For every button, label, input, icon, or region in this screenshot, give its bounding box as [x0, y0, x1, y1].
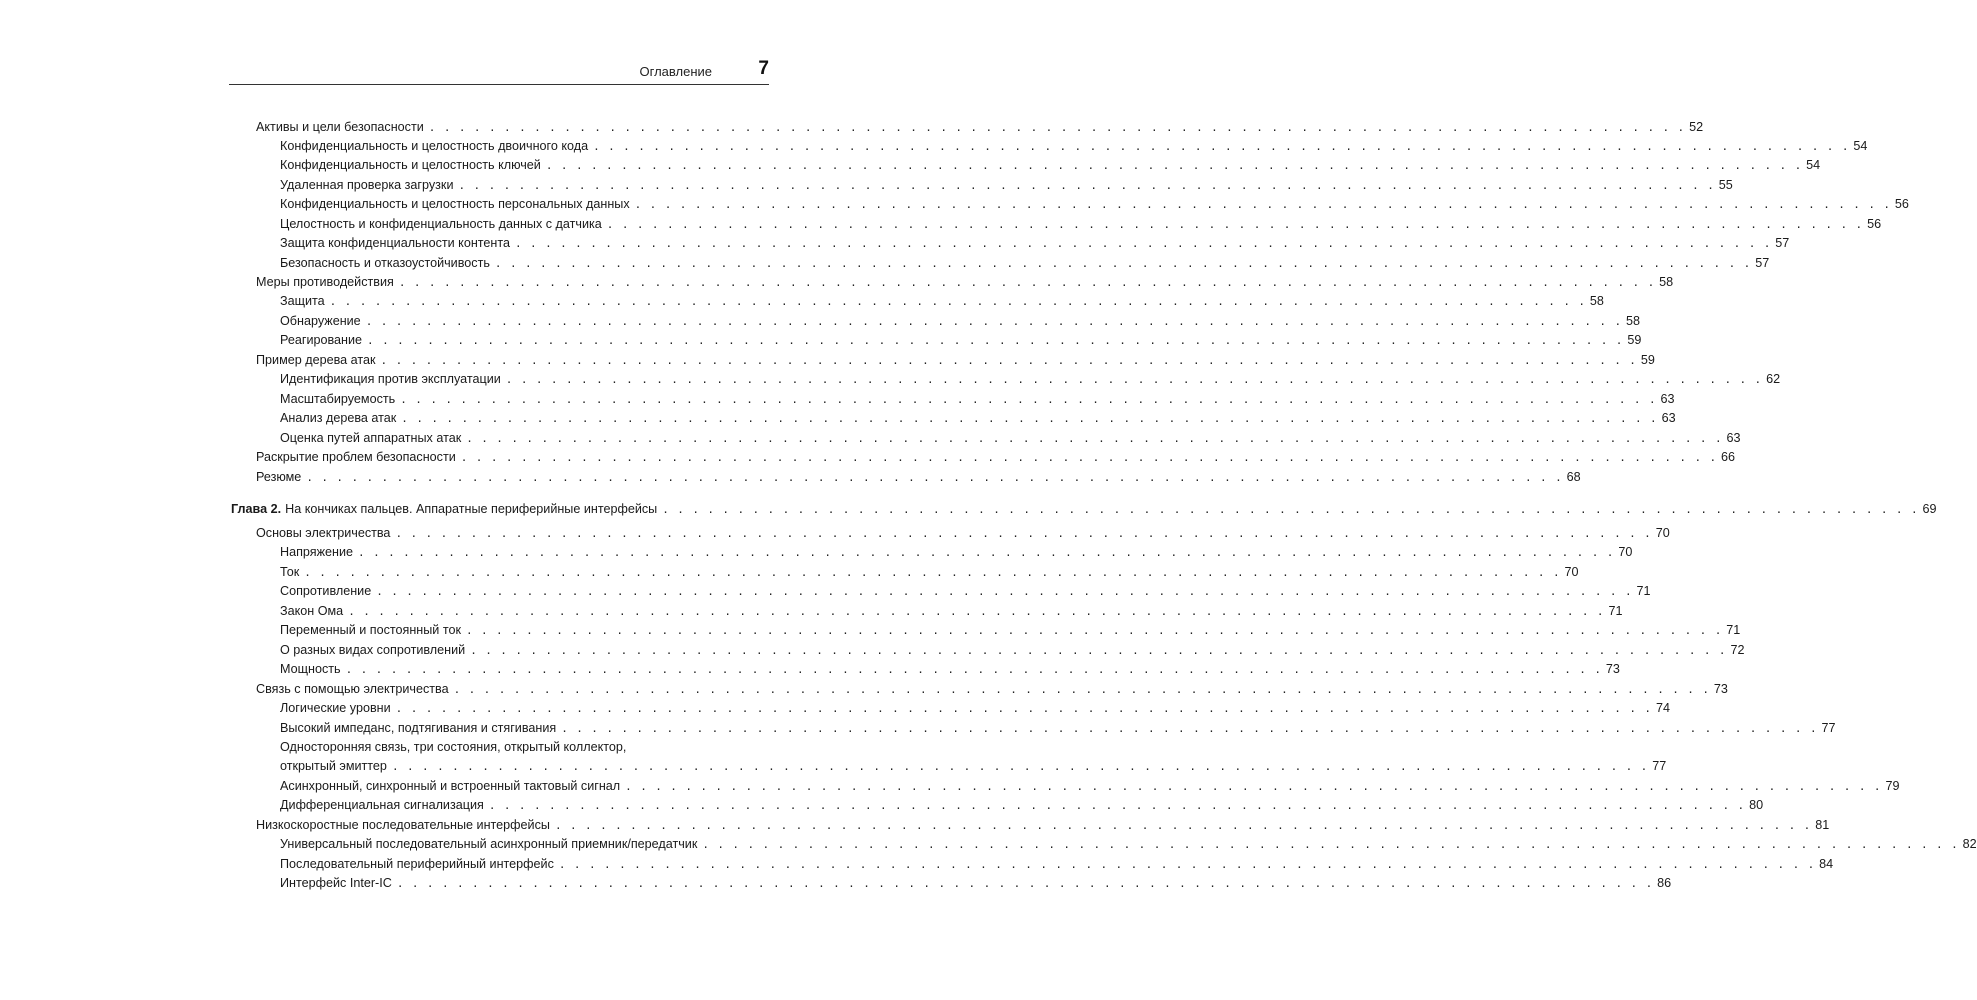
dot-leader: . . . . . . . . . . . . . . . . . . . . . . . . . . . . . . . . . . . . . . . . . . . . . . . . . . . . . . . . . . . . . . . . . . . . . . . . . . . . . . . . . . . . [428, 121, 1686, 134]
toc-entry-label: Обнаружение [280, 314, 361, 328]
dot-leader: . . . . . . . . . . . . . . . . . . . . . . . . . . . . . . . . . . . . . . . . . . . . . . . . . . . . . . . . . . . . . . . . . . . . . . . . . . . . . . . . . . . . [494, 257, 1752, 270]
toc-entry[interactable] [280, 641, 1745, 660]
dot-leader: . . . . . . . . . . . . . . . . . . . . . . . . . . . . . . . . . . . . . . . . . . . . . . . . . . . . . . . . . . . . . . . . . . . . . . . . . . . . . . . . . . . . [606, 218, 1864, 231]
toc-entry-page: 66 [1721, 450, 1736, 464]
toc-entry-page: 63 [1660, 392, 1675, 406]
header-page-number: 7 [758, 58, 769, 79]
toc-entry-label: Высокий импеданс, подтягивания и стягивания [280, 721, 557, 735]
toc-entry-page: 72 [1730, 643, 1745, 657]
toc-entry[interactable] [280, 370, 1781, 389]
toc-entry-page: 82 [1962, 837, 1977, 851]
dot-leader: . . . . . . . . . . . . . . . . . . . . . . . . . . . . . . . . . . . . . . . . . . . . . . . . . . . . . . . . . . . . . . . . . . . . . . . . . . . . . . . . . . . . [398, 276, 1656, 289]
dot-leader: . . . . . . . . . . . . . . . . . . . . . . . . . . . . . . . . . . . . . . . . . . . . . . . . . . . . . . . . . . . . . . . . . . . . . . . . . . . . . . . . . . . . [561, 722, 1818, 735]
dot-leader: . . . . . . . . . . . . . . . . . . . . . . . . . . . . . . . . . . . . . . . . . . . . . . . . . . . . . . . . . . . . . . . . . . . . . . . . . . . . . . . . . . . . [505, 373, 1763, 386]
dot-leader: . . . . . . . . . . . . . . . . . . . . . . . . . . . . . . . . . . . . . . . . . . . . . . . . . . . . . . . . . . . . . . . . . . . . . . . . . . . . . . . . . . . . [488, 799, 1746, 812]
toc-entry[interactable] [280, 582, 1651, 601]
toc-entry-page: 69 [1922, 502, 1937, 516]
toc-entry[interactable] [280, 215, 1882, 234]
toc-entry-label: Дифференциальная сигнализация [280, 798, 484, 812]
toc-entry-page: 71 [1636, 584, 1651, 598]
toc-entry-label: Безопасность и отказоустойчивость [280, 256, 490, 270]
toc-entry[interactable] [280, 195, 1909, 214]
toc-entry-page: 59 [1640, 353, 1655, 367]
toc-entry-label: Асинхронный, синхронный и встроенный тактовый сигнал [280, 779, 621, 793]
toc-entry-page: 73 [1713, 682, 1728, 696]
dot-leader: . . . . . . . . . . . . . . . . . . . . . . . . . . . . . . . . . . . . . . . . . . . . . . . . . . . . . . . . . . . . . . . . . . . . . . . . . . . . . . . . . . . . [634, 198, 1891, 211]
toc-entry-label: Реагирование [280, 333, 363, 347]
toc-entry-page: 58 [1625, 314, 1640, 328]
toc-entry[interactable] [280, 312, 1640, 331]
toc-entry-label: Универсальный последовательный асинхронный приемник/передатчик [280, 837, 698, 851]
toc-entry-page: 57 [1755, 256, 1770, 270]
dot-leader: . . . . . . . . . . . . . . . . . . . . . . . . . . . . . . . . . . . . . . . . . . . . . . . . . . . . . . . . . . . . . . . . . . . . . . . . . . . . . . . . . . . . [466, 432, 1723, 445]
toc-entry[interactable] [256, 118, 1704, 137]
toc-entry-page: 56 [1894, 197, 1909, 211]
toc-entry[interactable] [280, 429, 1741, 448]
toc-entry-label: Интерфейс Inter-IC [280, 876, 392, 890]
toc-entry-label: Меры противодействия [256, 275, 394, 289]
toc-entry-label: Идентификация против эксплуатации [280, 372, 501, 386]
dot-leader: . . . . . . . . . . . . . . . . . . . . . . . . . . . . . . . . . . . . . . . . . . . . . . . . . . . . . . . . . . . . . . . . . . . . . . . . . . . . . . . . . . . . [470, 644, 1727, 657]
toc-entry-page: 59 [1627, 333, 1642, 347]
toc-entry[interactable] [256, 448, 1736, 467]
toc-entry-label: На кончиках пальцев. Аппаратные периферийные интерфейсы [285, 502, 658, 516]
dot-leader: . . . . . . . . . . . . . . . . . . . . . . . . . . . . . . . . . . . . . . . . . . . . . . . . . . . . . . . . . . . . . . . . . . . . . . . . . . . . . . . . . . . . [460, 451, 1718, 464]
chapter-prefix: Глава 2. [231, 502, 282, 516]
toc-entry[interactable] [280, 292, 1604, 311]
toc-entry[interactable] [280, 390, 1675, 409]
dot-leader: . . . . . . . . . . . . . . . . . . . . . . . . . . . . . . . . . . . . . . . . . . . . . . . . . . . . . . . . . . . . . . . . . . . . . . . . . . . . . . . . . . . . [515, 237, 1772, 250]
toc-entry-label: Активы и цели безопасности [256, 120, 424, 134]
toc-entry-page: 54 [1853, 139, 1868, 153]
toc-entry-page: 58 [1589, 294, 1604, 308]
toc-entry-page: 58 [1659, 275, 1674, 289]
dot-leader: . . . . . . . . . . . . . . . . . . . . . . . . . . . . . . . . . . . . . . . . . . . . . . . . . . . . . . . . . . . . . . . . . . . . . . . . . . . . . . . . . . . . [367, 334, 1624, 347]
toc-entry[interactable] [280, 777, 1900, 796]
dot-leader: . . . . . . . . . . . . . . . . . . . . . . . . . . . . . . . . . . . . . . . . . . . . . . . . . . . . . . . . . . . . . . . . . . . . . . . . . . . . . . . . . . . . [380, 354, 1637, 367]
toc-entry-page: 73 [1605, 662, 1620, 676]
toc-entry-page: 80 [1749, 798, 1764, 812]
toc-entry[interactable] [280, 835, 1977, 854]
dot-leader: . . . . . . . . . . . . . . . . . . . . . . . . . . . . . . . . . . . . . . . . . . . . . . . . . . . . . . . . . . . . . . . . . . . . . . . . . . . . . . . . . . . . [358, 546, 1615, 559]
dot-leader: . . . . . . . . . . . . . . . . . . . . . . . . . . . . . . . . . . . . . . . . . . . . . . . . . . . . . . . . . . . . . . . . . . . . . . . . . . . . . . . . . . . . [376, 585, 1633, 598]
toc-entry[interactable] [280, 719, 1836, 738]
dot-leader: . . . . . . . . . . . . . . . . . . . . . . . . . . . . . . . . . . . . . . . . . . . . . . . . . . . . . . . . . . . . . . . . . . . . . . . . . . . . . . . . . . . . [702, 838, 1959, 851]
toc-entry-label: Анализ дерева атак [280, 411, 397, 425]
toc-entry[interactable] [280, 409, 1676, 428]
toc-entry[interactable] [280, 602, 1623, 621]
dot-leader: . . . . . . . . . . . . . . . . . . . . . . . . . . . . . . . . . . . . . . . . . . . . . . . . . . . . . . . . . . . . . . . . . . . . . . . . . . . . . . . . . . . . [453, 683, 1710, 696]
toc-entry-label: Оценка путей аппаратных атак [280, 431, 462, 445]
dot-leader: . . . . . . . . . . . . . . . . . . . . . . . . . . . . . . . . . . . . . . . . . . . . . . . . . . . . . . . . . . . . . . . . . . . . . . . . . . . . . . . . . . . . [401, 412, 1658, 425]
toc-entry[interactable] [280, 543, 1633, 562]
toc-entry-page: 70 [1618, 545, 1633, 559]
dot-leader: . . . . . . . . . . . . . . . . . . . . . . . . . . . . . . . . . . . . . . . . . . . . . . . . . . . . . . . . . . . . . . . . . . . . . . . . . . . . . . . . . . . . [329, 295, 1586, 308]
toc-entry-page: 68 [1566, 470, 1581, 484]
toc-entry-label: Раскрытие проблем безопасности [256, 450, 456, 464]
toc-entry-label: Удаленная проверка загрузки [280, 178, 454, 192]
toc-entry-page: 77 [1821, 721, 1836, 735]
toc-entry[interactable] [256, 680, 1728, 699]
dot-leader: . . . . . . . . . . . . . . . . . . . . . . . . . . . . . . . . . . . . . . . . . . . . . . . . . . . . . . . . . . . . . . . . . . . . . . . . . . . . . . . . . . . . [304, 566, 1561, 579]
toc-entry-label: Целостность и конфиденциальность данных с датчика [280, 217, 602, 231]
toc-entry[interactable] [280, 176, 1733, 195]
toc-entry[interactable] [280, 234, 1790, 253]
toc-entry[interactable] [280, 855, 1834, 874]
toc-entry[interactable] [280, 660, 1620, 679]
dot-leader: . . . . . . . . . . . . . . . . . . . . . . . . . . . . . . . . . . . . . . . . . . . . . . . . . . . . . . . . . . . . . . . . . . . . . . . . . . . . . . . . . . . . [458, 179, 1715, 192]
toc-entry-label: Сопротивление [280, 584, 372, 598]
dot-leader: . . . . . . . . . . . . . . . . . . . . . . . . . . . . . . . . . . . . . . . . . . . . . . . . . . . . . . . . . . . . . . . . . . . . . . . . . . . . . . . . . . . . [395, 527, 1652, 540]
toc-entry-page: 54 [1806, 158, 1821, 172]
toc-entry-page: 77 [1652, 759, 1667, 773]
toc-entry-label: О разных видах сопротивлений [280, 643, 466, 657]
toc-entry-label: Защита конфиденциальности контента [280, 236, 510, 250]
toc-entry-label: Связь с помощью электричества [256, 682, 449, 696]
toc-entry-label-line1: Односторонняя связь, три состояния, открытый коллектор, [280, 740, 627, 754]
toc-entry-label: Конфиденциальность и целостность двоичного кода [280, 139, 589, 153]
toc-entry-page: 55 [1718, 178, 1733, 192]
toc-entry[interactable] [280, 254, 1770, 273]
dot-leader: . . . . . . . . . . . . . . . . . . . . . . . . . . . . . . . . . . . . . . . . . . . . . . . . . . . . . . . . . . . . . . . . . . . . . . . . . . . . . . . . . . . . [391, 760, 1649, 773]
toc-entry[interactable] [280, 563, 1579, 582]
toc-entry-page: 79 [1885, 779, 1900, 793]
toc-entry-label: Конфиденциальность и целостность ключей [280, 158, 541, 172]
toc-entry-page: 63 [1661, 411, 1676, 425]
dot-leader: . . . . . . . . . . . . . . . . . . . . . . . . . . . . . . . . . . . . . . . . . . . . . . . . . . . . . . . . . . . . . . . . . . . . . . . . . . . . . . . . . . . . [345, 663, 1602, 676]
toc-entry-page: 63 [1726, 431, 1741, 445]
toc-entry-page: 84 [1819, 857, 1834, 871]
toc-entry[interactable] [280, 331, 1642, 350]
toc-entry[interactable] [280, 874, 1672, 893]
dot-leader: . . . . . . . . . . . . . . . . . . . . . . . . . . . . . . . . . . . . . . . . . . . . . . . . . . . . . . . . . . . . . . . . . . . . . . . . . . . . . . . . . . . . [662, 503, 1919, 516]
toc-entry-page: 86 [1657, 876, 1672, 890]
toc-entry-label: Резюме [256, 470, 302, 484]
toc-entry[interactable] [280, 156, 1821, 175]
dot-leader: . . . . . . . . . . . . . . . . . . . . . . . . . . . . . . . . . . . . . . . . . . . . . . . . . . . . . . . . . . . . . . . . . . . . . . . . . . . . . . . . . . . . [593, 140, 1850, 153]
dot-leader: . . . . . . . . . . . . . . . . . . . . . . . . . . . . . . . . . . . . . . . . . . . . . . . . . . . . . . . . . . . . . . . . . . . . . . . . . . . . . . . . . . . . [348, 605, 1605, 618]
toc-entry-page: 62 [1766, 372, 1781, 386]
toc-entry-label: Ток [280, 565, 300, 579]
dot-leader: . . . . . . . . . . . . . . . . . . . . . . . . . . . . . . . . . . . . . . . . . . . . . . . . . . . . . . . . . . . . . . . . . . . . . . . . . . . . . . . . . . . . [558, 858, 1816, 871]
dot-leader: . . . . . . . . . . . . . . . . . . . . . . . . . . . . . . . . . . . . . . . . . . . . . . . . . . . . . . . . . . . . . . . . . . . . . . . . . . . . . . . . . . . . [545, 159, 1803, 172]
header-title: Оглавление [639, 64, 712, 79]
toc-entry[interactable] [280, 621, 1741, 640]
toc-entry-label: Масштабируемость [280, 392, 396, 406]
toc-entry-label: Логические уровни [280, 701, 391, 715]
toc-entry[interactable] [280, 796, 1764, 815]
toc-chapter-entry[interactable] [231, 500, 1937, 519]
toc-entry[interactable] [280, 137, 1868, 156]
toc-entry-label: Основы электричества [256, 526, 391, 540]
dot-leader: . . . . . . . . . . . . . . . . . . . . . . . . . . . . . . . . . . . . . . . . . . . . . . . . . . . . . . . . . . . . . . . . . . . . . . . . . . . . . . . . . . . . [396, 877, 1654, 890]
dot-leader: . . . . . . . . . . . . . . . . . . . . . . . . . . . . . . . . . . . . . . . . . . . . . . . . . . . . . . . . . . . . . . . . . . . . . . . . . . . . . . . . . . . . [400, 393, 1657, 406]
toc-entry-page: 74 [1655, 701, 1670, 715]
toc-entry-label: Конфиденциальность и целостность персональных данных [280, 197, 630, 211]
dot-leader: . . . . . . . . . . . . . . . . . . . . . . . . . . . . . . . . . . . . . . . . . . . . . . . . . . . . . . . . . . . . . . . . . . . . . . . . . . . . . . . . . . . . [554, 819, 1812, 832]
toc-entry[interactable] [280, 699, 1670, 718]
dot-leader: . . . . . . . . . . . . . . . . . . . . . . . . . . . . . . . . . . . . . . . . . . . . . . . . . . . . . . . . . . . . . . . . . . . . . . . . . . . . . . . . . . . . [306, 471, 1563, 484]
toc-entry-page: 71 [1608, 604, 1623, 618]
toc-entry-label: Переменный и постоянный ток [280, 623, 461, 637]
dot-leader: . . . . . . . . . . . . . . . . . . . . . . . . . . . . . . . . . . . . . . . . . . . . . . . . . . . . . . . . . . . . . . . . . . . . . . . . . . . . . . . . . . . . [365, 315, 1622, 328]
toc-entry-multiline[interactable] [280, 738, 1667, 776]
toc-entry-page: 57 [1775, 236, 1790, 250]
toc-entry-page: 56 [1867, 217, 1882, 231]
dot-leader: . . . . . . . . . . . . . . . . . . . . . . . . . . . . . . . . . . . . . . . . . . . . . . . . . . . . . . . . . . . . . . . . . . . . . . . . . . . . . . . . . . . . [625, 780, 1882, 793]
toc-entry-label: Последовательный периферийный интерфейс [280, 857, 554, 871]
dot-leader: . . . . . . . . . . . . . . . . . . . . . . . . . . . . . . . . . . . . . . . . . . . . . . . . . . . . . . . . . . . . . . . . . . . . . . . . . . . . . . . . . . . . [395, 702, 1652, 715]
toc-entry-label: Защита [280, 294, 325, 308]
toc-entry[interactable] [256, 816, 1830, 835]
toc-entry-page: 81 [1815, 818, 1830, 832]
toc-entry-label: Низкоскоростные последовательные интерфейсы [256, 818, 550, 832]
toc-entry[interactable] [256, 273, 1674, 292]
toc-entry-label: Напряжение [280, 545, 354, 559]
toc-entry-page: 52 [1689, 120, 1704, 134]
dot-leader: . . . . . . . . . . . . . . . . . . . . . . . . . . . . . . . . . . . . . . . . . . . . . . . . . . . . . . . . . . . . . . . . . . . . . . . . . . . . . . . . . . . . [465, 624, 1723, 637]
toc-entry-label: Закон Ома [280, 604, 344, 618]
toc-entry[interactable] [256, 468, 1581, 487]
toc-entry-page: 71 [1726, 623, 1741, 637]
toc-entry[interactable] [256, 351, 1655, 370]
toc-entry-page: 70 [1655, 526, 1670, 540]
toc-entry[interactable] [256, 524, 1670, 543]
toc-entry-label: Мощность [280, 662, 341, 676]
toc-entry-label: Пример дерева атак [256, 353, 376, 367]
toc-entry-label: открытый эмиттер [280, 759, 387, 773]
toc-entry-page: 70 [1564, 565, 1579, 579]
